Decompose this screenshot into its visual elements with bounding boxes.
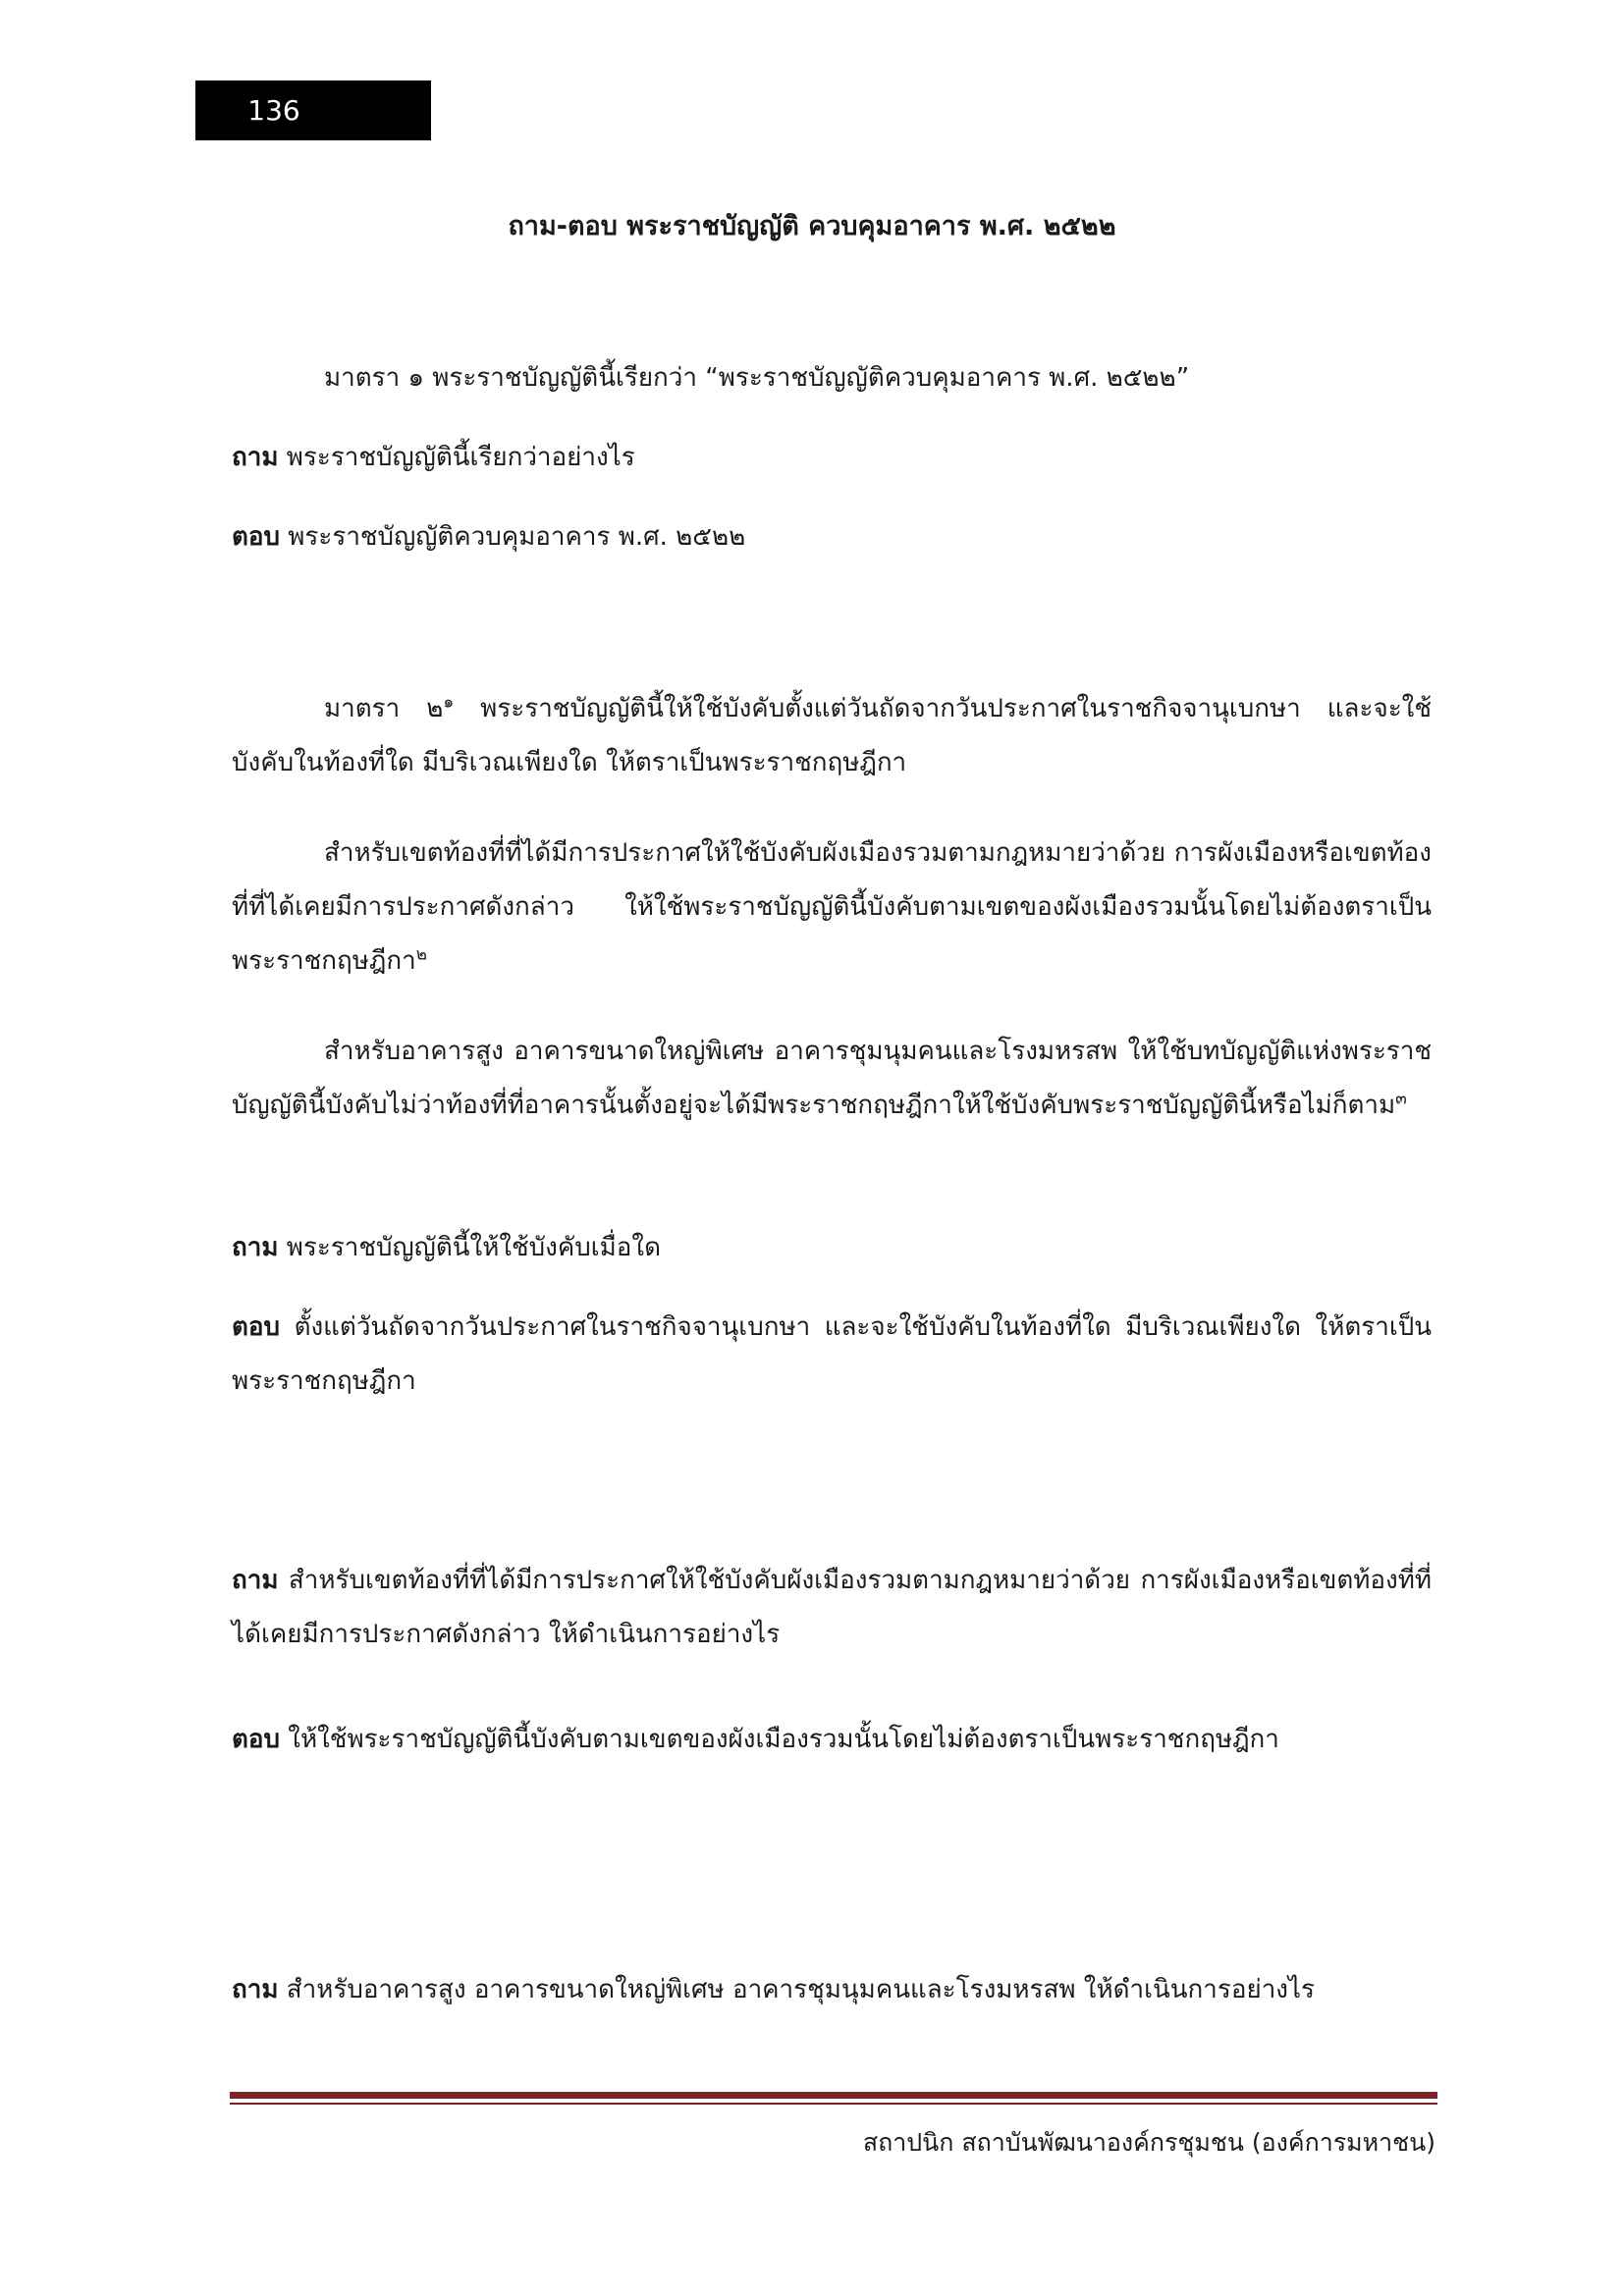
section-2-paragraph-2 [232, 827, 1432, 988]
question-text: พระราชบัญญัตินี้เรียกว่าอย่างไร [286, 443, 635, 472]
paragraph-text: สำหรับอาคารสูง อาคารขนาดใหญ่พิเศษ อาคารชุมนุมคนและโรงมหรสพ ให้ใช้บทบัญญัติแห่งพระราชบัญญัตินี้บังคับไม่ว่าท้องที่ที่อาคารนั้นตั้งอยู่จะได้มีพระราชกฤษฎีกาให้ใช้บังคับพระราชบัญญัตินี้หรือไม่ก็ตาม [232, 1037, 1432, 1120]
question-3 [232, 1554, 1432, 1662]
question-label: ถาม [232, 443, 279, 472]
answer-label: ตอบ [232, 522, 281, 552]
question-label: ถาม [232, 1233, 279, 1262]
answer-text: ให้ใช้พระราชบัญญัตินี้บังคับตามเขตของผังเมืองรวมนั้นโดยไม่ต้องตราเป็นพระราชกฤษฎีกา [288, 1725, 1279, 1754]
question-text: พระราชบัญญัตินี้ให้ใช้บังคับเมื่อใด [286, 1233, 661, 1262]
answer-1 [232, 510, 1432, 564]
answer-label: ตอบ [232, 1312, 281, 1342]
question-label: ถาม [232, 1566, 279, 1595]
footer-organization: สถาปนิก สถาบันพัฒนาองค์กรชุมชน (องค์การมหาชน) [862, 2128, 1435, 2157]
answer-text: ตั้งแต่วันถัดจากวันประกาศในราชกิจจานุเบกษา และจะใช้บังคับในท้องที่ใด มีบริเวณเพียงใด ให้ตราเป็นพระราชกฤษฎีกา [232, 1312, 1433, 1396]
footer-divider [230, 2092, 1437, 2099]
question-4 [232, 1963, 1432, 2017]
answer-3 [232, 1713, 1432, 1767]
question-2 [232, 1221, 1432, 1275]
question-label: ถาม [232, 1975, 279, 2004]
footer-divider-thin [230, 2103, 1437, 2105]
section-2-rest: พระราชบัญญัตินี้ให้ใช้บังคับตั้งแต่วันถัดจากวันประกาศในราชกิจจานุเบกษา และจะใช้บังคับในท้องที่ใด มีบริเวณเพียงใด ให้ตราเป็นพระราชกฤษฎีกา [232, 694, 1432, 777]
page-number: 136 [195, 80, 431, 140]
section-1-paragraph: มาตรา ๑ พระราชบัญญัตินี้เรียกว่า “พระราชบัญญัติควบคุมอาคาร พ.ศ. ๒๕๒๒” [324, 363, 1190, 393]
question-1 [232, 431, 1432, 485]
question-text: สำหรับเขตท้องที่ที่ได้มีการประกาศให้ใช้บังคับผังเมืองรวมตามกฎหมายว่าด้วย การผังเมืองหรือเขตท้องที่ที่ได้เคยมีการประกาศดังกล่าว ให้ดำเนินการอย่างไร [232, 1566, 1433, 1649]
answer-text: พระราชบัญญัติควบคุมอาคาร พ.ศ. ๒๕๒๒ [288, 522, 746, 552]
footnote-marker: ๓ [1395, 1089, 1407, 1109]
paragraph-text: สำหรับเขตท้องที่ที่ได้มีการประกาศให้ใช้บังคับผังเมืองรวมตามกฎหมายว่าด้วย การผังเมืองหรือเขตท้องที่ที่ได้เคยมีการประกาศดังกล่าว ให้ใช้พระราชบัญญัตินี้บังคับตามเขตของผังเมืองรวมนั้นโดยไม่ต้องตราเป็นพระราชกฤษฎีกา [232, 838, 1432, 976]
footnote-marker: ๑ [443, 692, 455, 713]
answer-label: ตอบ [232, 1725, 281, 1754]
question-text: สำหรับอาคารสูง อาคารขนาดใหญ่พิเศษ อาคารชุมนุมคนและโรงมหรสพ ให้ดำเนินการอย่างไร [286, 1975, 1316, 2004]
section-2-paragraph-3 [232, 1025, 1432, 1133]
section-2-lead: มาตรา ๒ [324, 694, 444, 723]
answer-2 [232, 1301, 1432, 1409]
section-2-paragraph [232, 682, 1432, 790]
document-title: ถาม-ตอบ พระราชบัญญัติ ควบคุมอาคาร พ.ศ. ๒๕๒๒ [508, 211, 1116, 241]
footnote-marker: ๒ [415, 944, 427, 965]
